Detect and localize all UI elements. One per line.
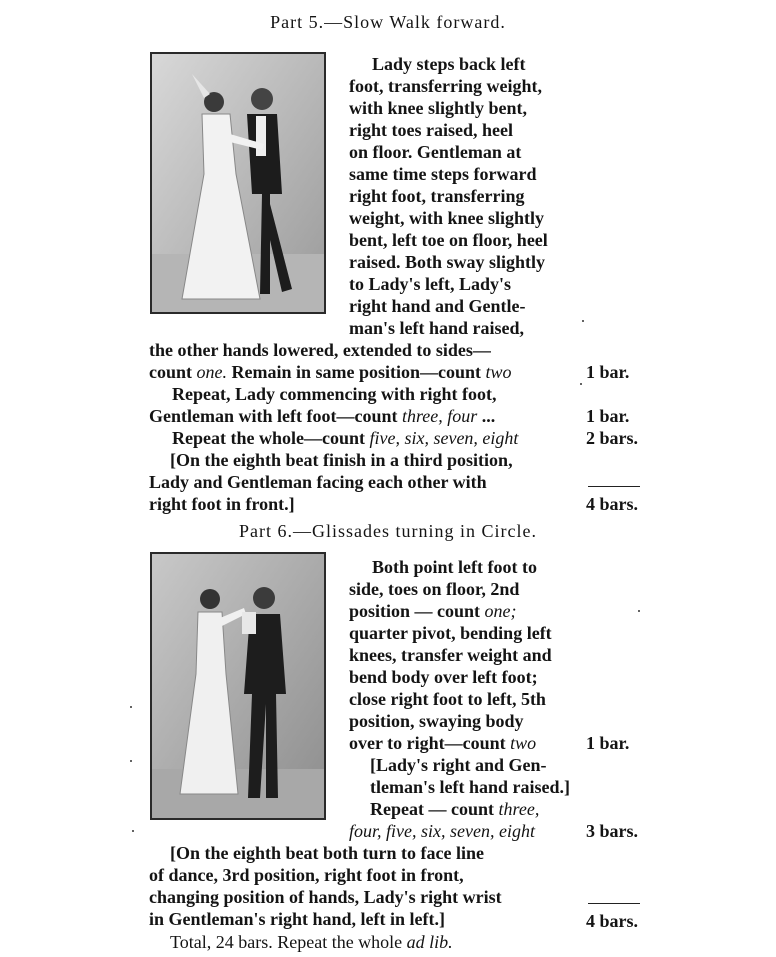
scan-speck — [130, 760, 132, 762]
part5-row2b — [149, 405, 495, 427]
dancers-illustration-icon — [152, 54, 324, 312]
part5-row1-mid: Remain in same position—count — [227, 362, 486, 382]
part6-line-7: close right foot to left, 5th — [349, 689, 546, 709]
part5-line-9: bent, left toe on floor, heel — [349, 230, 548, 250]
part6-bracket-2: tleman's left hand raised.] — [370, 777, 570, 797]
part5-row1-pre: count — [149, 362, 197, 382]
part5-line-11: to Lady's left, Lady's — [349, 274, 512, 294]
dancers-illustration-icon — [152, 554, 324, 818]
part6-note-2: of dance, 3rd position, right foot in front, — [149, 865, 464, 885]
part6-row1-bars: 1 bar. — [586, 733, 630, 753]
part5-total-bars: 4 bars. — [586, 494, 639, 514]
part5-line-5: on floor. Gentleman at — [349, 142, 522, 162]
part5-row3 — [172, 427, 518, 449]
part6-line-4: quarter pivot, bending left — [349, 623, 552, 643]
part5-row2a: Repeat, Lady commencing with right foot, — [172, 384, 497, 404]
scan-speck — [582, 320, 584, 322]
part6-footer-text: Total, 24 bars. Repeat the whole — [170, 932, 407, 952]
part5-row1-count-two: two — [485, 362, 512, 382]
part5-row1-count-one: one. — [196, 362, 228, 382]
part5-line-6: same time steps forward — [349, 164, 537, 184]
part5-row2-bars: 1 bar. — [586, 406, 630, 426]
part6-line-8: position, swaying body — [349, 711, 524, 731]
part6-row1 — [349, 732, 536, 754]
part6-row2b — [349, 820, 535, 842]
part5-row2b-count: three, four — [401, 406, 478, 426]
part6-note-4: in Gentleman's right hand, left in left.] — [149, 909, 445, 929]
part6-line-6: bend body over left foot; — [349, 667, 538, 687]
part6-footer-adlib: ad lib. — [406, 932, 453, 952]
part5-line-13: man's left hand raised, — [349, 318, 525, 338]
part6-line-3 — [349, 600, 517, 622]
part6-bracket-1: [Lady's right and Gen- — [370, 755, 547, 775]
part5-total-rule — [588, 486, 640, 487]
part5-photo — [150, 52, 326, 314]
scan-speck — [580, 383, 582, 385]
part5-line-10: raised. Both sway slightly — [349, 252, 546, 272]
part5-line-4: right toes raised, heel — [349, 120, 513, 140]
scan-speck — [638, 610, 640, 612]
part6-total-rule — [588, 903, 640, 904]
part5-row3-pre: Repeat the whole—count — [172, 428, 370, 448]
part5-note-1: [On the eighth beat finish in a third position, — [170, 450, 513, 470]
part5-row1-bars: 1 bar. — [586, 362, 630, 382]
part6-photo — [150, 552, 326, 820]
scan-speck — [130, 706, 132, 708]
part5-line-12: right hand and Gentle- — [349, 296, 526, 316]
part6-row2-bars: 3 bars. — [586, 821, 639, 841]
part6-row2a — [370, 798, 539, 820]
part6-line3-pre: position — count — [349, 601, 485, 621]
part6-row1-pre: over to right—count — [349, 733, 511, 753]
part5-line-2: foot, transferring weight, — [349, 76, 542, 96]
part6-line-2: side, toes on floor, 2nd — [349, 579, 520, 599]
part6-row2a-count: three, — [498, 799, 540, 819]
part6-note-1: [On the eighth beat both turn to face line — [170, 843, 484, 863]
part6-row2b-count: four, five, six, seven, eight — [349, 821, 535, 841]
part6-line-1: Both point left foot to — [372, 557, 537, 577]
part6-row2a-pre: Repeat — count — [370, 799, 499, 819]
part6-footer — [170, 931, 453, 953]
part6-heading: Part 6.—Glissades turning in Circle. — [239, 521, 537, 541]
part5-line-7: right foot, transferring — [349, 186, 525, 206]
part5-note-2: Lady and Gentleman facing each other with — [149, 472, 487, 492]
part6-note-3: changing position of hands, Lady's right wrist — [149, 887, 502, 907]
scan-speck — [132, 830, 134, 832]
part5-line-3: with knee slightly bent, — [349, 98, 528, 118]
part6-line3-count: one; — [484, 601, 517, 621]
part5-heading: Part 5.—Slow Walk forward. — [270, 12, 506, 32]
part5-line-14: the other hands lowered, extended to sides— — [149, 340, 491, 360]
part6-line-5: knees, transfer weight and — [349, 645, 552, 665]
part6-row1-count: two — [510, 733, 537, 753]
part5-line-1: Lady steps back left — [372, 54, 526, 74]
part5-row3-count: five, six, seven, eight — [369, 428, 519, 448]
part5-note-3: right foot in front.] — [149, 494, 295, 514]
part5-row1 — [149, 361, 512, 383]
part5-line-8: weight, with knee slightly — [349, 208, 545, 228]
part5-row3-bars: 2 bars. — [586, 428, 639, 448]
part6-total-bars: 4 bars. — [586, 911, 639, 931]
part5-row2b-dots: ... — [477, 406, 496, 426]
part5-row2b-pre: Gentleman with left foot—count — [149, 406, 402, 426]
